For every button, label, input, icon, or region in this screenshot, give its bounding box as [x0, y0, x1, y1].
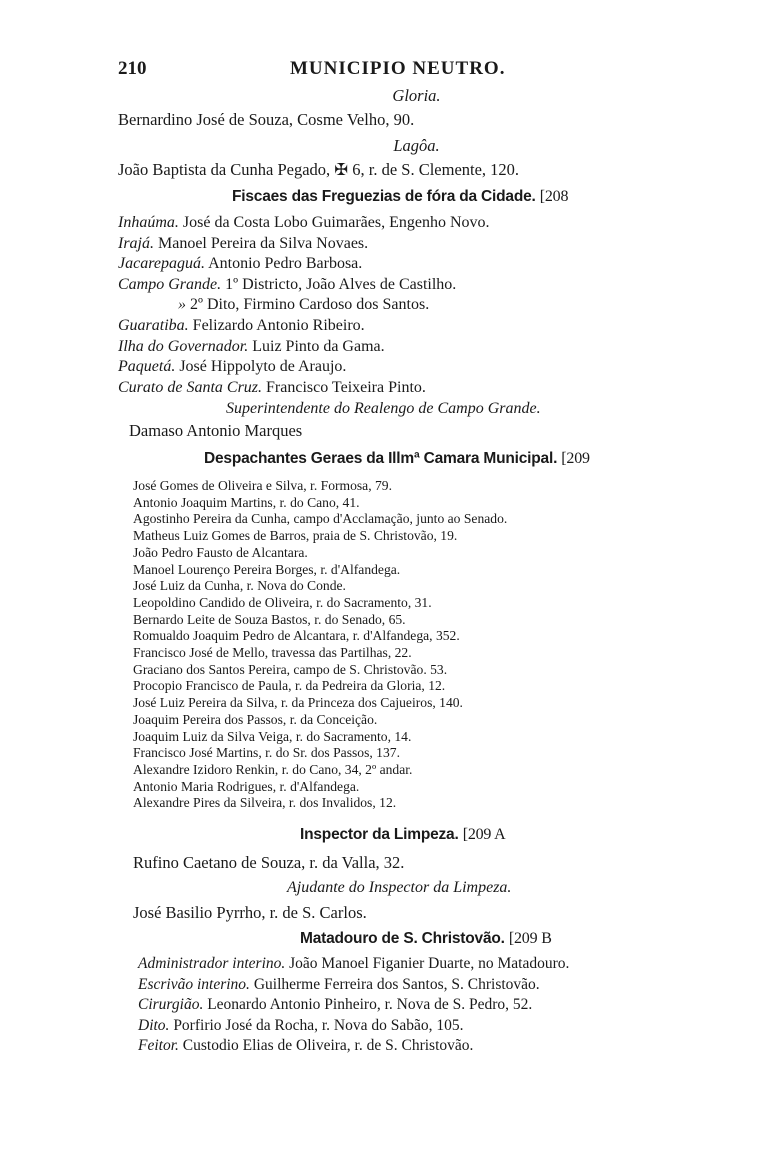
despachante-row — [133, 645, 412, 661]
despachante-row — [133, 495, 360, 511]
despachante-row — [133, 478, 392, 494]
despachante-row — [133, 628, 460, 644]
despachante-row-text: José Luiz da Cunha, r. Nova do Conde. — [133, 578, 346, 594]
section-heading-fiscaes — [232, 188, 568, 206]
despachante-row-text: Joaquim Pereira dos Passos, r. da Conceição. — [133, 711, 378, 727]
fiscal-row — [118, 235, 368, 253]
despachante-row-text: Francisco José Martins, r. do Sr. dos Passos, 137. — [133, 745, 400, 761]
despachante-row — [133, 595, 432, 611]
limpeza-heading-text: Inspector da Limpeza. — [300, 826, 459, 843]
matadouro-row-text: Leonardo Antonio Pinheiro, r. Nova de S. Pedro, 52. — [207, 996, 533, 1014]
matadouro-row — [138, 996, 532, 1014]
despachante-row-text: Romualdo Joaquim Pedro de Alcantara, r. d'Alfandega, 352. — [133, 628, 460, 644]
fiscal-row-label: Curato de Santa Cruz. — [118, 378, 263, 396]
despachante-row-text: Alexandre Izidoro Renkin, r. do Cano, 34, 2º andar. — [133, 761, 413, 777]
despachante-row-text: Francisco José de Mello, travessa das Partilhas, 22. — [133, 645, 412, 660]
despachante-row-text: Alexandre Pires da Silveira, r. dos Invalidos, 12. — [133, 795, 397, 811]
despachantes-ref: [209 — [561, 450, 590, 467]
fiscal-row — [118, 358, 346, 376]
fiscal-row — [118, 276, 456, 294]
fiscal-row-label: Ilha do Governador. — [118, 337, 249, 355]
fiscal-row-text: Francisco Teixeira Pinto. — [266, 378, 426, 396]
fiscal-row-text: 2º Dito, Firmino Cardoso dos Santos. — [190, 296, 430, 314]
fiscal-row — [118, 214, 490, 232]
matadouro-row-label: Escrivão interino. — [138, 975, 250, 993]
matadouro-row — [138, 976, 540, 994]
matadouro-row-text: Porfirio José da Rocha, r. Nova do Sabão, 105. — [173, 1016, 464, 1034]
fiscal-row-text: Luiz Pinto da Gama. — [252, 337, 385, 355]
despachante-row — [133, 695, 463, 711]
fiscal-row-text: 1º Districto, João Alves de Castilho. — [225, 275, 457, 293]
despachante-row-text: Matheus Luiz Gomes de Barros, praia de S. Christovão, 19. — [133, 528, 458, 544]
despachante-row-text: Antonio Maria Rodrigues, r. d'Alfandega. — [133, 778, 360, 794]
fiscal-row-text: Felizardo Antonio Ribeiro. — [192, 317, 365, 334]
despachante-row — [133, 562, 400, 578]
matadouro-row-text: Custodio Elias de Oliveira, r. de S. Christovão. — [182, 1037, 474, 1055]
fiscal-row — [178, 296, 429, 314]
despachante-row-text: Procopio Francisco de Paula, r. da Pedreira da Gloria, 12. — [133, 678, 446, 694]
fiscal-row-label: Inhaúma. — [118, 214, 179, 231]
despachante-row-text: Bernardo Leite de Souza Bastos, r. do Senado, 65. — [133, 611, 406, 627]
despachante-row — [133, 662, 447, 678]
despachante-row-text: Joaquim Luiz da Silva Veiga, r. do Sacramento, 14. — [133, 728, 412, 744]
fiscaes-ref: [208 — [539, 188, 569, 205]
despachante-row — [133, 762, 412, 778]
despachante-row-text: Graciano dos Santos Pereira, campo de S. Christovão. 53. — [133, 661, 448, 677]
page-number: 210 — [118, 58, 147, 79]
section-heading-matadouro — [300, 930, 552, 948]
despachante-row-text: Agostinho Pereira da Cunha, campo d'Acclamação, junto ao Senado. — [133, 511, 508, 527]
matadouro-row-text: João Manoel Figanier Duarte, no Matadouro. — [289, 955, 570, 972]
fiscal-row-label: Guaratiba. — [118, 317, 189, 334]
gloria-entry: Bernardino José de Souza, Cosme Velho, 90. — [118, 110, 415, 129]
section-heading-lagoa: Lagôa. — [393, 136, 440, 155]
realengo-entry: Damaso Antonio Marques — [129, 421, 303, 440]
fiscal-row — [118, 338, 385, 356]
lagoa-entry: João Baptista da Cunha Pegado, ✠ 6, r. de S. Clemente, 120. — [118, 160, 520, 179]
despachante-row — [133, 612, 406, 628]
despachantes-heading-text: Despachantes Geraes da Illmª Camara Municipal. — [204, 450, 558, 467]
running-header — [118, 58, 678, 84]
fiscal-row-text: José Hippolyto de Araujo. — [179, 358, 347, 376]
matadouro-row-label: Administrador interino. — [138, 955, 286, 972]
despachante-row — [133, 729, 411, 745]
matadouro-row-text: Guilherme Ferreira dos Santos, S. Christovão. — [253, 975, 540, 993]
matadouro-row-label: Cirurgião. — [138, 996, 204, 1014]
fiscal-row — [118, 255, 362, 273]
matadouro-row — [138, 955, 569, 973]
despachante-row — [133, 745, 400, 761]
despachante-row-text: João Pedro Fausto de Alcantara. — [133, 544, 308, 560]
limpeza-sub-entry: José Basilio Pyrrho, r. de S. Carlos. — [133, 903, 367, 922]
fiscal-row-text: Antonio Pedro Barbosa. — [208, 255, 363, 273]
despachante-row — [133, 678, 445, 694]
despachante-row-text: Manoel Lourenço Pereira Borges, r. d'Alfandega. — [133, 561, 401, 577]
despachante-row-text: Antonio Joaquim Martins, r. do Cano, 41. — [133, 494, 360, 510]
fiscal-row-label: Paquetá. — [118, 358, 176, 376]
matadouro-heading-text: Matadouro de S. Christovão. — [300, 930, 505, 947]
matadouro-row — [138, 1017, 463, 1035]
matadouro-row-label: Dito. — [138, 1016, 170, 1034]
limpeza-ref: [209 A — [462, 826, 506, 843]
fiscal-row-label: » — [178, 296, 186, 314]
despachante-row — [133, 712, 377, 728]
despachante-row-text: José Gomes de Oliveira e Silva, r. Formosa, 79. — [133, 478, 392, 493]
despachante-row-text: Leopoldino Candido de Oliveira, r. do Sacramento, 31. — [133, 594, 432, 610]
matadouro-ref: [209 B — [508, 930, 552, 947]
limpeza-entry: Rufino Caetano de Souza, r. da Valla, 32. — [133, 853, 405, 872]
section-heading-despachantes — [204, 450, 590, 468]
fiscal-row-text: Manoel Pereira da Silva Novaes. — [158, 234, 369, 252]
despachante-row — [133, 511, 507, 527]
fiscal-row-text: José da Costa Lobo Guimarães, Engenho Novo. — [182, 214, 490, 231]
fiscal-row — [118, 317, 365, 335]
fiscal-row-label: Campo Grande. — [118, 275, 222, 293]
section-heading-realengo: Superintendente do Realengo de Campo Grande. — [226, 400, 541, 417]
page-title: MUNICIPIO NEUTRO. — [290, 58, 506, 79]
fiscal-row-label: Irajá. — [118, 234, 154, 252]
despachante-row — [133, 528, 457, 544]
matadouro-row — [138, 1037, 473, 1055]
fiscal-row — [118, 379, 426, 397]
section-heading-limpeza — [300, 826, 506, 844]
despachante-row-text: José Luiz Pereira da Silva, r. da Princeza dos Cajueiros, 140. — [133, 695, 463, 711]
fiscal-row-label: Jacarepaguá. — [118, 255, 205, 273]
despachante-row — [133, 545, 308, 561]
section-heading-gloria: Gloria. — [392, 86, 441, 105]
fiscaes-heading-text: Fiscaes das Freguezias de fóra da Cidade. — [232, 188, 536, 205]
limpeza-sub-heading: Ajudante do Inspector da Limpeza. — [287, 879, 512, 896]
despachante-row — [133, 795, 396, 811]
despachante-row — [133, 578, 346, 594]
matadouro-row-label: Feitor. — [138, 1037, 179, 1055]
despachante-row — [133, 779, 359, 795]
